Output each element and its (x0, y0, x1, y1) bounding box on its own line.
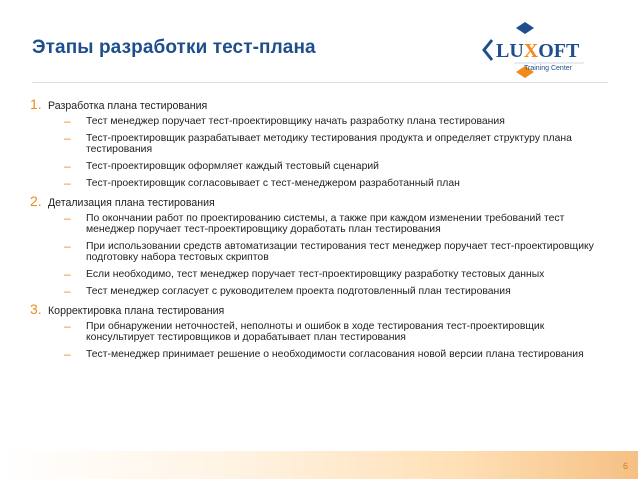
sub-item (64, 286, 605, 297)
sub-item (64, 241, 605, 263)
dash-bullet: – (64, 131, 71, 145)
stage-number: 1. (30, 96, 42, 112)
sub-item (64, 213, 605, 235)
stage-item (30, 98, 605, 189)
logo-diamond-top (516, 22, 534, 34)
sub-item-text: Если необходимо, тест менеджер поручает тест-проектировщику разработку тестовых данных (86, 269, 545, 280)
dash-bullet: – (64, 176, 71, 190)
sub-item-text: Тест-проектировщик оформляет каждый тестовый сценарий (86, 161, 379, 172)
sub-item-text: Тест менеджер согласует с руководителем проекта подготовленный план тестирования (86, 286, 511, 297)
sub-item-text: Тест-менеджер принимает решение о необходимости согласования новой версии плана тестирования (86, 349, 584, 360)
page-number: 6 (622, 461, 628, 471)
dash-bullet: – (64, 284, 71, 298)
sub-item-text: Тест менеджер поручает тест-проектировщику начать разработку плана тестирования (86, 116, 505, 127)
stage-title: Разработка плана тестирования (48, 100, 208, 112)
luxoft-logo (480, 22, 600, 82)
sub-item-text: При использовании средств автоматизации тестирования тест менеджер поручает тест-проектировщику подготовку набора тестовых скриптов (86, 241, 594, 263)
sub-item (64, 161, 605, 172)
stage-title: Корректировка плана тестирования (48, 305, 225, 317)
stage-header (30, 98, 605, 112)
sub-item (64, 178, 605, 189)
sub-item (64, 269, 605, 280)
stage-list (30, 98, 605, 366)
stage-header (30, 303, 605, 317)
logo-subtitle: Training Center (524, 65, 572, 72)
stage-item (30, 303, 605, 360)
stage-header (30, 195, 605, 209)
luxoft-logo-graphic (480, 22, 600, 82)
dash-bullet: – (64, 159, 71, 173)
dash-bullet: – (64, 347, 71, 361)
sub-item (64, 116, 605, 127)
sub-item (64, 133, 605, 155)
sub-item-text: По окончании работ по проектированию системы, а также при каждом изменении требований тест менеджер поручает тест-проектировщику доработать план тестирования (86, 213, 565, 235)
sub-item (64, 349, 605, 360)
header-divider (32, 82, 608, 83)
stage-item (30, 195, 605, 297)
dash-bullet: – (64, 114, 71, 128)
logo-brand: LUXOFT (496, 40, 580, 62)
dash-bullet: – (64, 239, 71, 253)
sub-item-text: Тест-проектировщик согласовывает с тест-менеджером разработанный план (86, 178, 460, 189)
slide-title: Этапы разработки тест-плана (32, 37, 316, 58)
sub-item-text: Тест-проектировщик разрабатывает методику тестирования продукта и определяет структуру плана тестирования (86, 133, 572, 155)
sub-item-text: При обнаружении неточностей, неполноты и ошибок в ходе тестирования тест-проектировщик консультирует тестировщиков и дорабатывает план тестирования (86, 321, 545, 343)
dash-bullet: – (64, 319, 71, 333)
dash-bullet: – (64, 211, 71, 225)
stage-title: Детализация плана тестирования (48, 197, 215, 209)
dash-bullet: – (64, 267, 71, 281)
logo-left-chevron (484, 40, 492, 60)
sub-item (64, 321, 605, 343)
stage-number: 3. (30, 301, 42, 317)
footer-bar (0, 451, 638, 479)
stage-number: 2. (30, 193, 42, 209)
